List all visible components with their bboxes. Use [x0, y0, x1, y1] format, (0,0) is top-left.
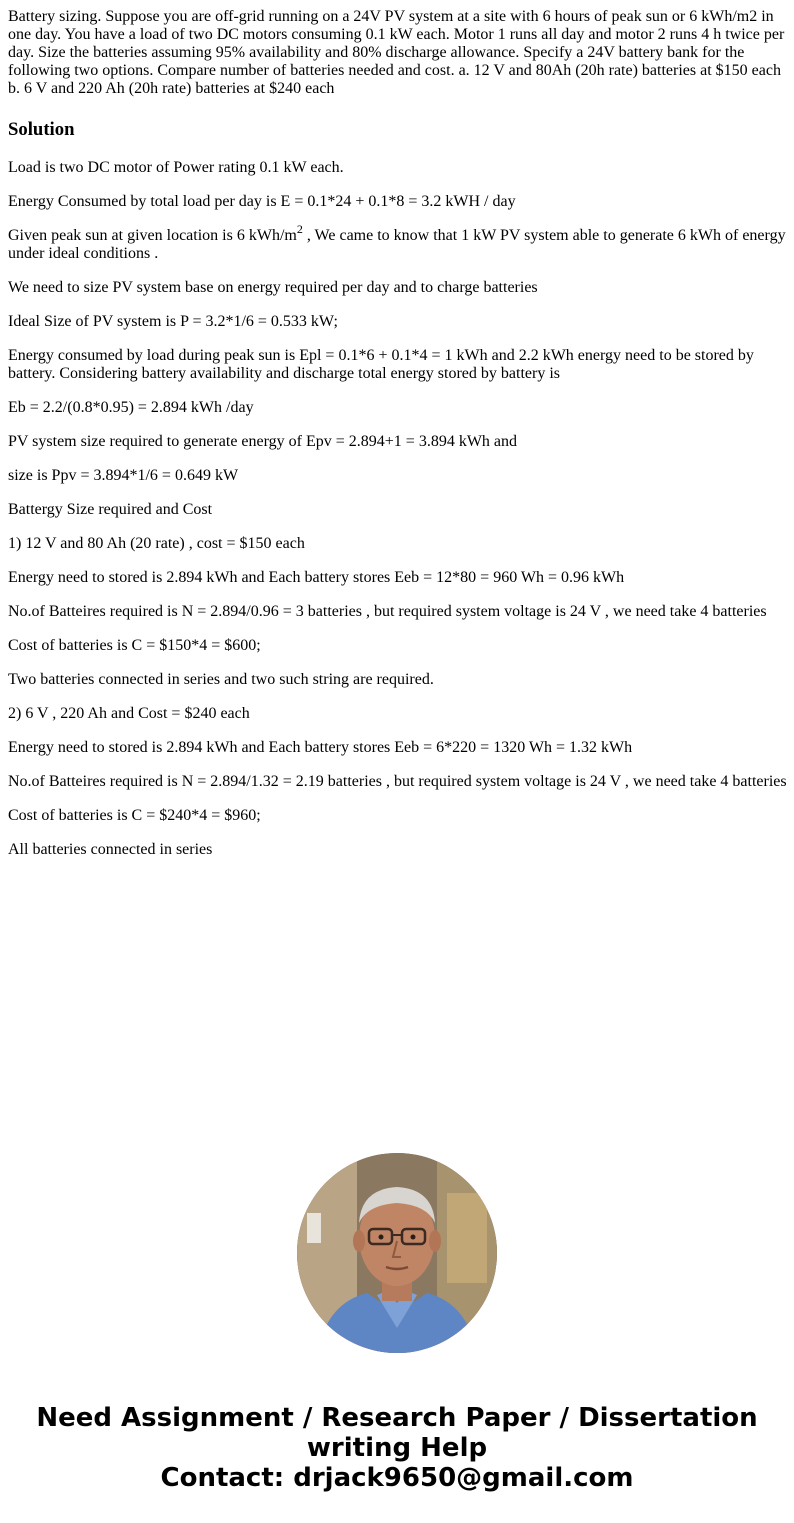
avatar-portrait: [297, 1153, 497, 1353]
footer-line: writing Help: [306, 1433, 488, 1463]
footer-contact-email: Contact: drjack9650@gmail.com: [160, 1463, 634, 1493]
solution-step: 1) 12 V and 80 Ah (20 rate) , cost = $150 each: [8, 535, 305, 552]
solution-step: [8, 221, 788, 263]
solution-step: Cost of batteries is C = $240*4 = $960;: [8, 807, 261, 824]
solution-step: Eb = 2.2/(0.8*0.95) = 2.894 kWh /day: [8, 399, 254, 416]
question-text: Battery sizing. Suppose you are off-grid running on a 24V PV system at a site with 6 hours of peak sun or 6 kWh/m2 in one day. You have a load of two DC motors consuming 0.1 kW each. Motor 1 runs all day and motor 2 runs 4 h twice per day. Size the batteries assuming 95% availability and 80% discharge allowance. Specify a 24V battery bank for the following two options. Compare number of batteries needed and cost. a. 12 V and 80Ah (20h rate) batteries at $150 each b. 6 V and 220 Ah (20h rate) batteries at $240 each: [8, 8, 785, 97]
document-body: [8, 8, 788, 875]
solution-step: Two batteries connected in series and two such string are required.: [8, 671, 434, 688]
solution-step: Battergy Size required and Cost: [8, 501, 213, 518]
solution-step: No.of Batteires required is N = 2.894/0.96 = 3 batteries , but required system voltage is 24 V , we need take 4 batteries: [8, 603, 767, 620]
step-text: , We came to know that 1 kW PV system able to generate 6 kWh of energy under ideal conditions .: [8, 227, 786, 262]
solution-step: Load is two DC motor of Power rating 0.1 kW each.: [8, 159, 344, 176]
step-text: Given peak sun at given location is 6 kWh/m: [8, 227, 297, 244]
solution-step: Cost of batteries is C = $150*4 = $600;: [8, 637, 261, 654]
superscript: 2: [296, 221, 303, 236]
solution-step: Energy Consumed by total load per day is E = 0.1*24 + 0.1*8 = 3.2 kWH / day: [8, 193, 516, 210]
contact-footer: [0, 1403, 794, 1493]
solution-step: size is Ppv = 3.894*1/6 = 0.649 kW: [8, 467, 239, 484]
solution-step: Energy consumed by load during peak sun is Epl = 0.1*6 + 0.1*4 = 1 kWh and 2.2 kWh energy need to be stored by battery. Considering battery availability and discharge total energy stored by battery is: [8, 347, 754, 382]
solution-heading: Solution: [8, 119, 75, 140]
solution-step: We need to size PV system base on energy required per day and to charge batteries: [8, 279, 538, 296]
avatar: [297, 1153, 497, 1353]
solution-step: All batteries connected in series: [8, 841, 213, 858]
solution-step: 2) 6 V , 220 Ah and Cost = $240 each: [8, 705, 250, 722]
solution-step: Energy need to stored is 2.894 kWh and Each battery stores Eeb = 6*220 = 1320 Wh = 1.32 kWh: [8, 739, 633, 756]
footer-line: Need Assignment / Research Paper / Dissertation: [36, 1403, 758, 1433]
solution-step: PV system size required to generate energy of Epv = 2.894+1 = 3.894 kWh and: [8, 433, 518, 450]
solution-step: Energy need to stored is 2.894 kWh and Each battery stores Eeb = 12*80 = 960 Wh = 0.96 kWh: [8, 569, 625, 586]
solution-step: No.of Batteires required is N = 2.894/1.32 = 2.19 batteries , but required system voltage is 24 V , we need take 4 batteries: [8, 773, 787, 790]
solution-step: Ideal Size of PV system is P = 3.2*1/6 = 0.533 kW;: [8, 313, 338, 330]
